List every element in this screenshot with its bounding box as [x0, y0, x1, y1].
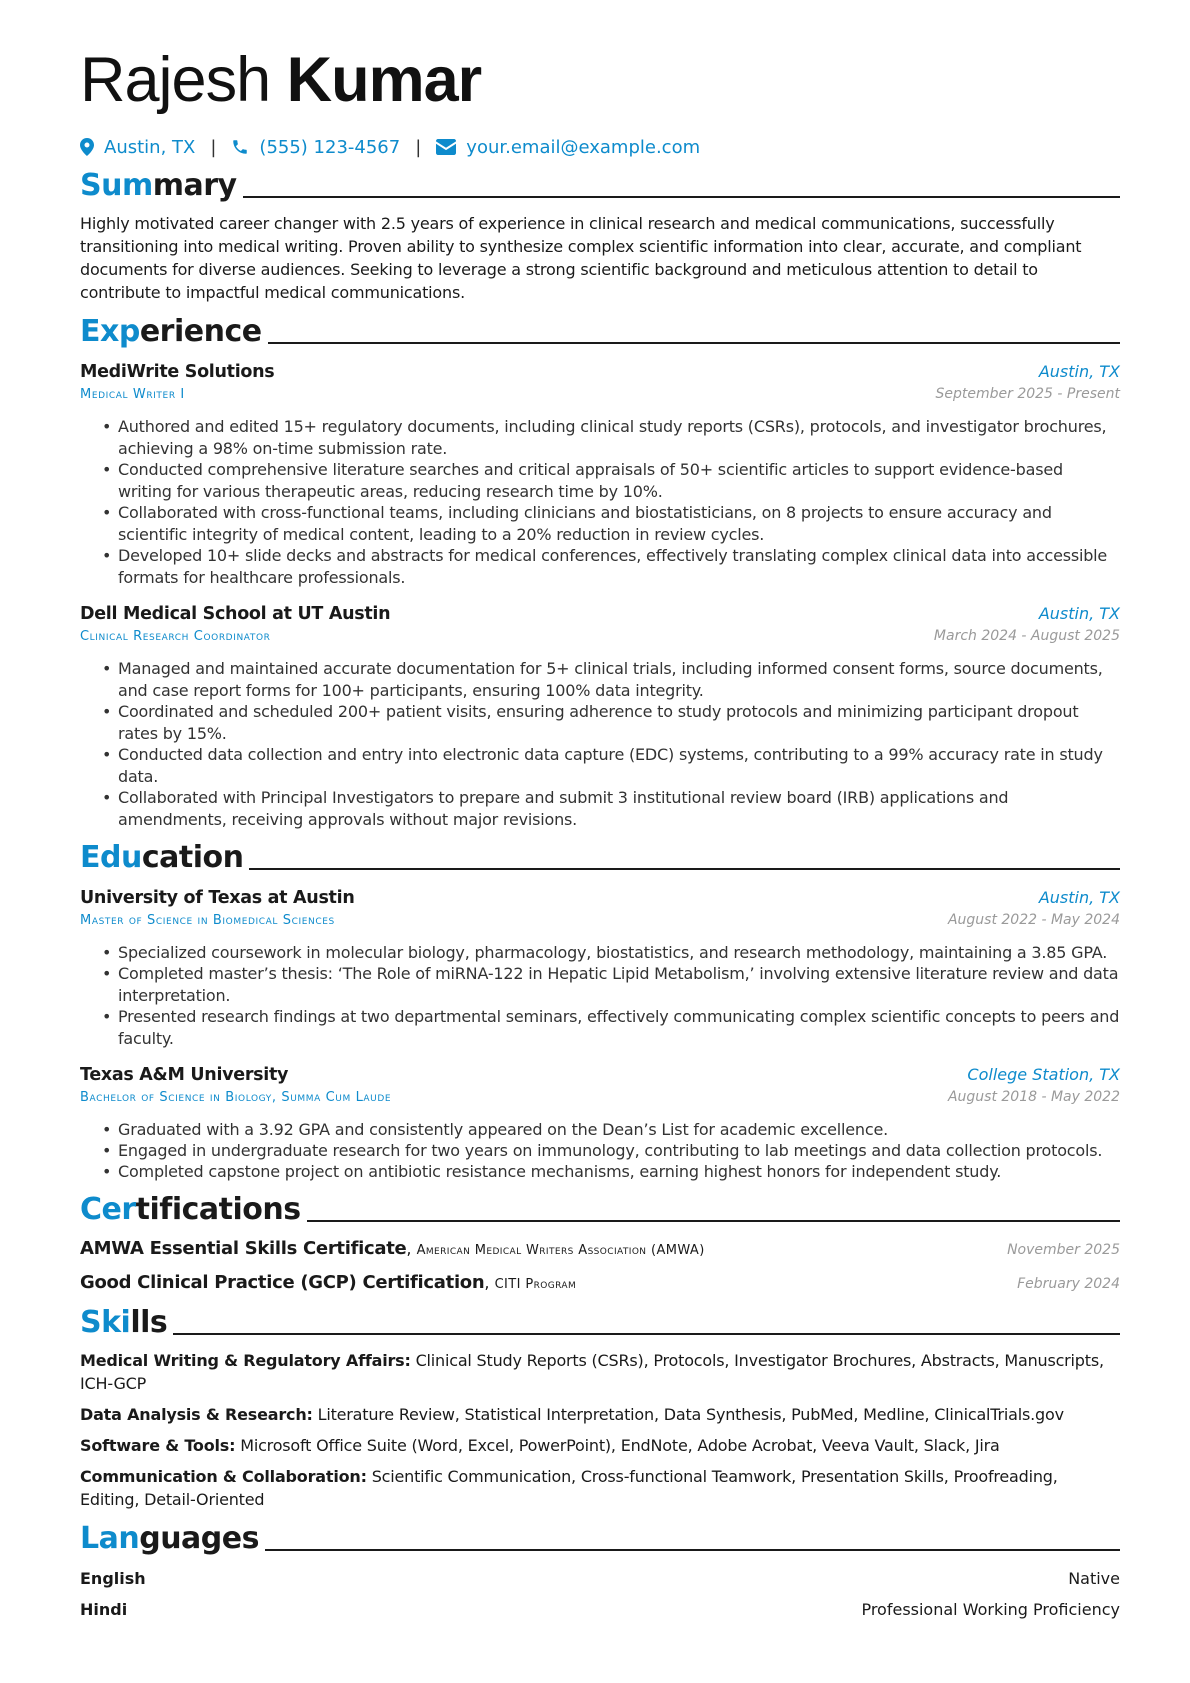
education-entry — [80, 886, 1120, 1050]
skill-category — [80, 1403, 1120, 1426]
location-text: Austin, TX — [104, 136, 196, 158]
email-link: your.email@example.com — [466, 136, 701, 158]
language-level: Professional Working Proficiency — [861, 1600, 1120, 1619]
education-entry — [80, 1063, 1120, 1183]
skill-values: Microsoft Office Suite (Word, Excel, PowerPoint), EndNote, Adobe Acrobat, Veeva Vault, Slack, Jira — [240, 1436, 1000, 1455]
school-name: University of Texas at Austin — [80, 888, 355, 908]
bullet-item: • Collaborated with Principal Investigators to prepare and submit 3 institutional review board (IRB) applications and amendments, receiving approvals without major revisions. — [102, 787, 1120, 831]
entry-location: Austin, TX — [1038, 888, 1120, 907]
contact-separator: | — [210, 136, 217, 158]
language-item — [80, 1598, 1120, 1621]
entry-location: Austin, TX — [1038, 362, 1120, 381]
skill-category — [80, 1434, 1120, 1457]
section-rule — [249, 868, 1120, 870]
bullet-item: • Authored and edited 15+ regulatory documents, including clinical study reports (CSRs), protocols, and investigator brochures, achieving a 98% on-time submission rate. — [102, 416, 1120, 460]
last-name: Kumar — [286, 45, 482, 115]
bullet-item: • Conducted data collection and entry into electronic data capture (EDC) systems, contributing to a 99% accuracy rate in study data. — [102, 744, 1120, 788]
bullet-list — [102, 416, 1120, 589]
skill-label: Medical Writing & Regulatory Affairs: — [80, 1351, 411, 1370]
bullet-item: • Developed 10+ slide decks and abstracts for medical conferences, effectively translating complex clinical data into accessible formats for healthcare professionals. — [102, 545, 1120, 589]
language-name: English — [80, 1569, 146, 1588]
section-rule — [268, 342, 1120, 344]
entry-location: College Station, TX — [967, 1065, 1120, 1084]
skill-label: Data Analysis & Research: — [80, 1405, 313, 1424]
first-name: Rajesh — [80, 45, 271, 115]
contact-location — [80, 137, 195, 158]
section-title: Certifications — [80, 1192, 301, 1227]
bullet-list — [102, 658, 1120, 831]
entry-location: Austin, TX — [1038, 604, 1120, 623]
bullet-item: • Completed master’s thesis: ‘The Role of miRNA-122 in Hepatic Lipid Metabolism,’ involving extensive literature review and data interpretation. — [102, 963, 1120, 1007]
school-name: Texas A&M University — [80, 1065, 289, 1085]
contact-phone[interactable] — [231, 137, 400, 158]
bullet-item: • Graduated with a 3.92 GPA and consistently appeared on the Dean’s List for academic excellence. — [102, 1119, 1120, 1141]
bullet-list — [102, 942, 1120, 1050]
skill-category — [80, 1465, 1120, 1511]
skill-label: Communication & Collaboration: — [80, 1467, 367, 1486]
phone-icon — [231, 138, 249, 156]
contact-email[interactable] — [436, 137, 700, 158]
skill-values: Scientific Communication, Cross-functional Teamwork, Presentation Skills, Proofreading, Editing, Detail-Oriented — [80, 1467, 1058, 1509]
section-title: Experience — [80, 314, 262, 349]
section-rule — [243, 196, 1120, 198]
bullet-item: • Coordinated and scheduled 200+ patient visits, ensuring adherence to study protocols and minimizing participant dropout rates by 15%. — [102, 701, 1120, 745]
employer-name: MediWrite Solutions — [80, 362, 275, 382]
bullet-item: • Engaged in undergraduate research for two years on immunology, contributing to lab meetings and data collection protocols. — [102, 1140, 1120, 1162]
section-title: Summary — [80, 168, 237, 203]
entry-dates: March 2024 - August 2025 — [933, 628, 1120, 644]
bullet-item: • Specialized coursework in molecular biology, pharmacology, biostatistics, and research methodology, maintaining a 3.85 GPA. — [102, 942, 1120, 964]
entry-dates: August 2022 - May 2024 — [947, 912, 1120, 928]
language-level: Native — [1068, 1569, 1120, 1588]
section-rule — [265, 1549, 1120, 1551]
degree-title: Bachelor of Science in Biology, Summa Cum Laude — [80, 1090, 392, 1105]
bullet-item: • Conducted comprehensive literature searches and critical appraisals of 50+ scientific articles to support evidence-based writing for various therapeutic areas, reducing research time by 10%. — [102, 459, 1120, 503]
certifications-heading — [80, 1192, 1120, 1228]
certification-name: AMWA Essential Skills Certificate — [80, 1238, 407, 1259]
education-heading — [80, 840, 1120, 876]
certification-date: February 2024 — [1017, 1276, 1120, 1292]
certification-name: Good Clinical Practice (GCP) Certification — [80, 1272, 485, 1293]
job-title: Medical Writer I — [80, 387, 185, 402]
skill-category — [80, 1349, 1120, 1395]
entry-dates: August 2018 - May 2022 — [947, 1089, 1120, 1105]
language-item — [80, 1567, 1120, 1590]
entry-dates: September 2025 - Present — [935, 386, 1120, 402]
summary-heading — [80, 168, 1120, 204]
envelope-icon — [436, 139, 456, 155]
certification-item: AMWA Essential Skills Certificate, American Medical Writers Association (AMWA) November 2025 — [80, 1238, 1120, 1259]
phone-text: (555) 123-4567 — [259, 136, 401, 158]
contact-line — [80, 134, 1120, 160]
employer-name: Dell Medical School at UT Austin — [80, 604, 391, 624]
skills-heading — [80, 1305, 1120, 1341]
bullet-item: • Completed capstone project on antibiotic resistance mechanisms, earning highest honors for independent study. — [102, 1161, 1120, 1183]
section-title: Languages — [80, 1521, 259, 1556]
section-rule — [173, 1333, 1120, 1335]
certification-issuer: CITI Program — [494, 1277, 577, 1292]
section-rule — [307, 1220, 1120, 1222]
experience-entry — [80, 602, 1120, 831]
summary-text: Highly motivated career changer with 2.5 years of experience in clinical research and medical communications, successfully transitioning into medical writing. Proven ability to synthesize complex scientific information into clear, accurate, and compliant documents for diverse audiences. Seeking to leverage a strong scientific background and meticulous attention to detail to contribute to impactful medical communications. — [80, 214, 1082, 302]
language-name: Hindi — [80, 1600, 128, 1619]
job-title: Clinical Research Coordinator — [80, 629, 271, 644]
experience-heading — [80, 314, 1120, 350]
section-title: Education — [80, 840, 244, 875]
languages-heading — [80, 1521, 1120, 1557]
experience-entry — [80, 360, 1120, 589]
bullet-item: • Managed and maintained accurate documentation for 5+ clinical trials, including informed consent forms, source documents, and case report forms for 100+ participants, ensuring 100% data integrity. — [102, 658, 1120, 702]
bullet-list — [102, 1119, 1120, 1183]
skill-label: Software & Tools: — [80, 1436, 236, 1455]
resume-page — [80, 44, 1120, 1621]
skill-values: Clinical Study Reports (CSRs), Protocols, Investigator Brochures, Abstracts, Manuscripts, ICH-GCP — [80, 1351, 1104, 1393]
bullet-item: • Collaborated with cross-functional teams, including clinicians and biostatisticians, on 8 projects to ensure accuracy and scientific integrity of medical content, leading to a 20% reduction in review cycles. — [102, 502, 1120, 546]
skill-values: Literature Review, Statistical Interpretation, Data Synthesis, PubMed, Medline, ClinicalTrials.gov — [317, 1405, 1064, 1424]
section-title: Skills — [80, 1305, 168, 1340]
certification-issuer: American Medical Writers Association (AMWA) — [416, 1243, 705, 1258]
bullet-item: • Presented research findings at two departmental seminars, effectively communicating complex scientific concepts to peers and faculty. — [102, 1006, 1120, 1050]
certification-date: November 2025 — [1007, 1242, 1120, 1258]
candidate-name — [80, 44, 1120, 116]
certification-item: Good Clinical Practice (GCP) Certification, CITI Program February 2024 — [80, 1272, 1120, 1293]
map-marker-icon — [80, 138, 94, 156]
contact-separator: | — [415, 136, 422, 158]
degree-title: Master of Science in Biomedical Sciences — [80, 913, 335, 928]
